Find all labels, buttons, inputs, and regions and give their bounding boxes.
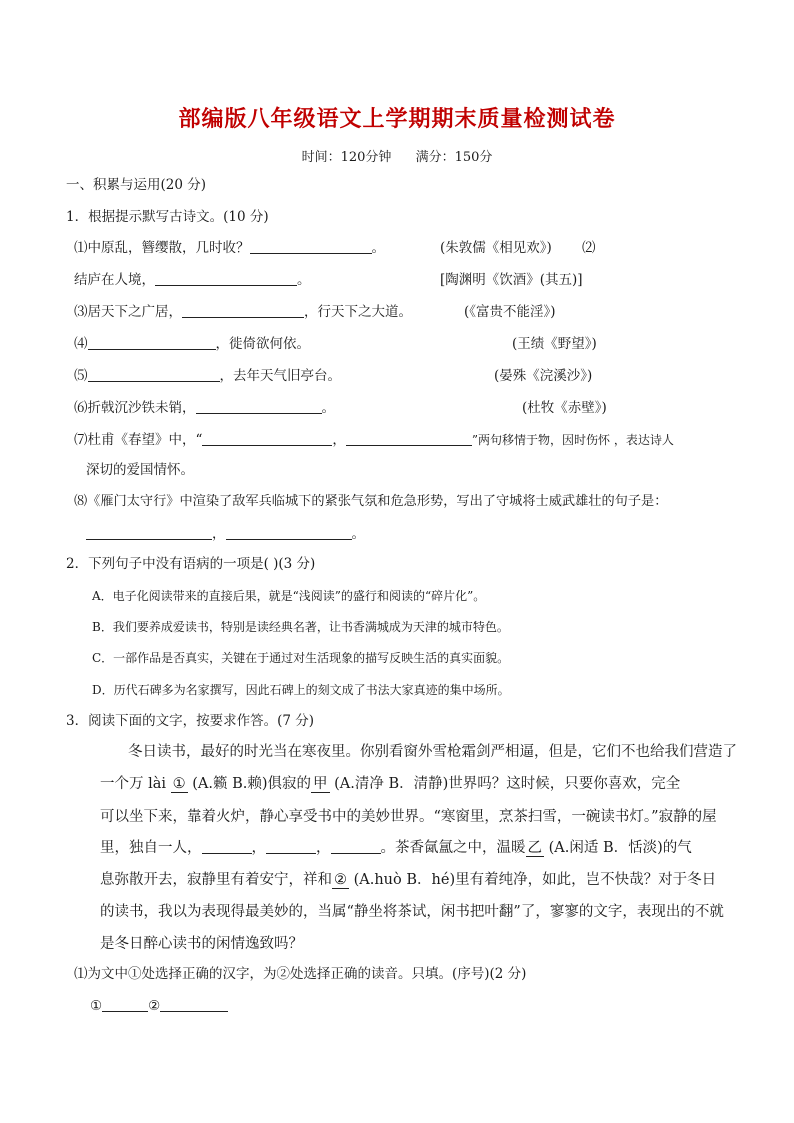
answer-label: ① [90,998,103,1014]
passage-text: (A.清净 B．清静)世界吗？这时候，只要你喜欢，完全 [329,776,681,792]
item-text: ，去年天气旧亭台。 [219,368,341,384]
exam-score: 满分：150分 [415,150,493,165]
item-text: ⑴中原乱，簪缨散，几时收？ [74,240,250,256]
item-text: 。 [297,272,311,288]
question-1-item-6 [74,398,335,418]
question-1-item-1 [74,238,385,258]
question-1-item-8: ⑻《雁门太守行》中渲染了敌军兵临城下的紧张气氛和危急形势，写出了守城将士威武雄壮的句子是： [74,494,668,509]
passage-text: (A.籁 B.赖)俱寂的 [187,776,312,792]
passage-text: 息弥散开去，寂静里有着安宁，祥和 [100,872,332,888]
item-text: ⑷ [74,336,88,352]
question-2-stem: 2．下列句子中没有语病的一项是( )(3 分) [66,556,316,572]
question-1-item-2-number: ⑵ [582,240,596,256]
exam-meta [0,146,794,165]
passage-text: ， [316,840,331,856]
item-text: ”两句移情于物，因时伤怀 ，表达诗人 [471,433,674,447]
answer-blank[interactable] [160,997,228,1012]
item-text: ⑸ [74,368,88,384]
item-text: ⑺杜甫《春望》中，“ [74,432,203,448]
question-1-item-3 [74,302,412,322]
item-text: ， [332,432,346,448]
answer-blank[interactable] [202,839,252,854]
item-text: 。 [321,400,335,416]
passage-line-3: 可以坐下来，靠着火炉，静心享受书中的美妙世界。“寒窗里，烹茶扫雪，一碗读书灯。”寂静的屋 [100,809,717,825]
question-3-sub-1: ⑴为文中①处选择正确的汉字，为②处选择正确的读音。只填。(序号)(2 分) [74,966,527,982]
answer-label: ② [148,998,161,1014]
answer-blank[interactable] [182,303,304,318]
item-text: ，徙倚欲何依。 [215,336,310,352]
question-1-item-5 [74,366,341,386]
answer-blank[interactable] [86,525,212,540]
item-text: 结庐在人境， [74,272,155,288]
exam-title: 部编版八年级语文上学期期末质量检测试卷 [178,107,616,132]
exam-time: 时间：120分钟 [301,150,392,165]
answer-blank[interactable] [331,839,381,854]
item-text: 。 [371,240,385,256]
passage-line-1: 冬日读书，最好的时光当在寒夜里。你别看窗外雪枪霜剑严相逼，但是，它们不也给我们营造了 [128,744,737,760]
passage-blank: 乙 [527,840,542,856]
answer-blank[interactable] [88,335,216,350]
question-1-item-7-cont: 深切的爱国情怀。 [86,462,194,478]
question-1-item-1-source: (朱敦儒《相见欢》) [440,240,552,256]
passage-line-4 [100,838,692,858]
question-2-option-b: B．我们要养成爱读书，特别是读经典名著，让书香满城成为天津的城市特色。 [92,620,509,634]
question-3-stem: 3．阅读下面的文字，按要求作答。(7 分) [66,713,315,729]
passage-line-6: 的读书，我以为表现得最美妙的，当属“静坐将茶试，闲书把叶翻”了，寥寥的文字，表现出的不就 [100,904,724,920]
question-2-option-c: C．一部作品是否真实，关键在于通过对生活现象的描写反映生活的真实面貌。 [92,651,510,665]
answer-blank[interactable] [196,399,322,414]
answer-blank[interactable] [155,271,297,286]
question-1-item-8-answers [86,524,365,544]
answer-blank[interactable] [202,431,332,446]
question-1-item-3-source: (《富贵不能淫》) [464,304,556,320]
question-2-option-a: A．电子化阅读带来的直接后果，就是“浅阅读”的盛行和阅读的“碎片化”。 [92,589,486,603]
question-1-item-2 [74,270,311,290]
question-1-item-4-source: (王绩《野望》) [512,336,597,352]
passage-text: 。茶香氤氲之中，温暖 [380,840,526,856]
question-1-item-7 [74,430,674,450]
answer-blank[interactable] [346,431,472,446]
question-3-sub-1-answers [90,996,228,1016]
question-1-item-6-source: (杜牧《赤壁》) [522,400,607,416]
question-1-item-4 [74,334,310,354]
item-text: ⑹折戟沉沙铁未销， [74,400,196,416]
passage-text: (A.闲适 B．恬淡)的气 [544,840,692,856]
question-1-stem: 1．根据提示默写古诗文。(10 分) [66,209,269,225]
item-text: ， [212,526,226,542]
passage-line-5 [100,870,716,890]
answer-blank[interactable] [250,239,372,254]
passage-text: 一个万 lài [100,776,171,792]
question-1-item-2-source: [陶渊明《饮酒》(其五)] [440,272,583,288]
section-heading: 一、积累与运用(20 分) [66,177,207,193]
passage-text: 里，独自一人， [100,840,202,856]
passage-text: ， [251,840,266,856]
question-1-item-5-source: (晏殊《浣溪沙》) [494,368,593,384]
passage-line-7: 是冬日醉心读书的闲情逸致吗？ [100,936,303,952]
item-text: ，行天下之大道。 [304,304,412,320]
passage-blank: 甲 [313,776,328,792]
answer-blank[interactable] [88,367,220,382]
answer-blank[interactable] [266,839,316,854]
passage-line-2 [100,774,680,794]
passage-blank: ② [334,872,347,888]
answer-blank[interactable] [226,525,352,540]
answer-blank[interactable] [102,997,148,1012]
item-text: 。 [351,526,365,542]
question-2-option-d: D．历代石碑多为名家撰写，因此石碑上的刻文成了书法大家真迹的集中场所。 [92,683,510,697]
passage-text: (A.huò B．hé)里有着纯净，如此，岂不快哉？对于冬日 [349,872,717,888]
item-text: ⑶居天下之广居， [74,304,182,320]
passage-blank: ① [172,776,186,792]
